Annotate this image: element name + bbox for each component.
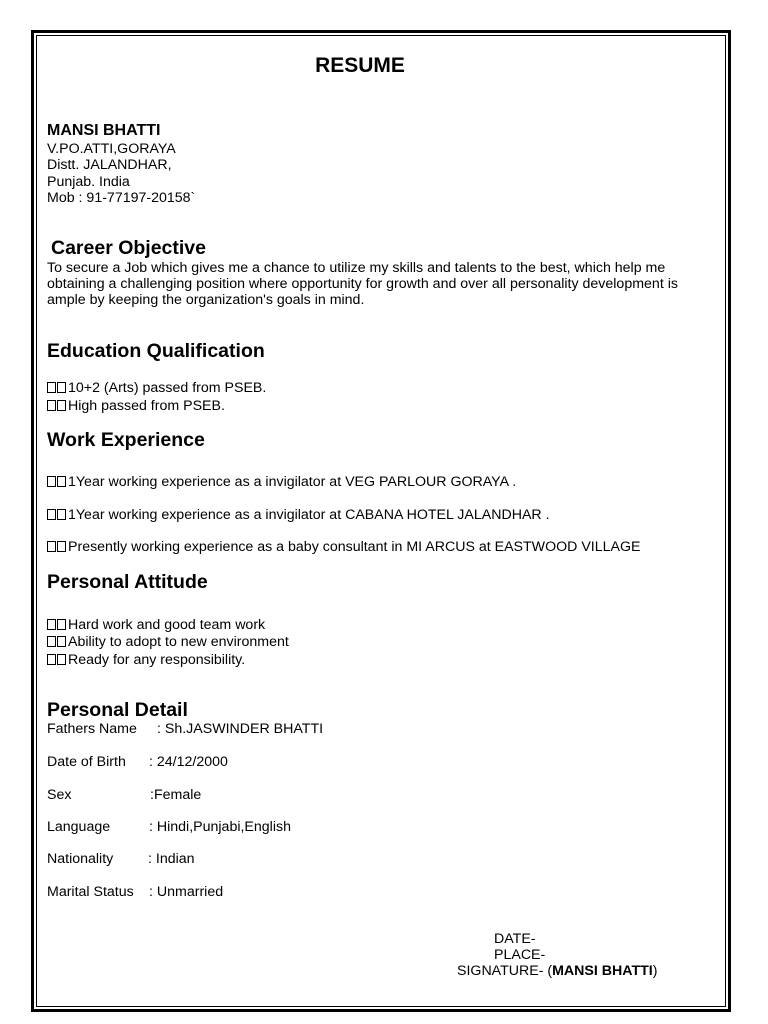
detail-value: : Sh.JASWINDER BHATTI	[157, 721, 324, 737]
education-item	[47, 380, 266, 396]
detail-row-date-of-birth	[47, 754, 228, 770]
bullet-icon	[57, 541, 66, 552]
detail-value: : Hindi,Punjabi,English	[149, 819, 291, 835]
footer-signature	[457, 963, 657, 979]
work-item-text: 1Year working experience as a invigilator at CABANA HOTEL JALANDHAR .	[68, 507, 550, 523]
personal-attitude-heading: Personal Attitude	[47, 571, 208, 593]
bullet-icon	[57, 509, 66, 520]
bullet-icon	[57, 636, 66, 647]
education-item	[47, 398, 225, 414]
detail-row-fathers-name	[47, 721, 323, 737]
bullet-icon	[47, 400, 56, 411]
detail-row-language	[47, 819, 291, 835]
work-item-text: 1Year working experience as a invigilator at VEG PARLOUR GORAYA .	[68, 474, 517, 490]
bullet-icon	[47, 382, 56, 393]
work-item	[47, 539, 640, 555]
detail-row-nationality	[47, 851, 195, 867]
detail-label: Nationality	[47, 851, 114, 867]
detail-value: : Unmarried	[149, 884, 224, 900]
work-experience-heading: Work Experience	[47, 429, 205, 451]
work-item-text: Presently working experience as a baby consultant in MI ARCUS at EASTWOOD VILLAGE	[68, 539, 641, 555]
attitude-item	[47, 617, 265, 633]
bullet-icon	[57, 400, 66, 411]
education-item-text: 10+2 (Arts) passed from PSEB.	[68, 380, 267, 396]
attitude-item	[47, 652, 245, 668]
footer-place: PLACE-	[494, 947, 546, 963]
bullet-icon	[47, 619, 56, 630]
detail-label: Date of Birth	[47, 754, 126, 770]
signature-prefix: SIGNATURE- (	[457, 963, 553, 979]
bullet-icon	[47, 654, 56, 665]
attitude-item-text: Ready for any responsibility.	[68, 652, 246, 668]
attitude-item-text: Ability to adopt to new environment	[68, 634, 289, 650]
resume-title: RESUME	[315, 54, 405, 77]
detail-value: :Female	[150, 787, 202, 803]
signature-name: MANSI BHATTI	[552, 963, 653, 979]
education-heading: Education Qualification	[47, 340, 265, 362]
detail-row-marital-status	[47, 884, 223, 900]
bullet-icon	[57, 476, 66, 487]
bullet-icon	[57, 619, 66, 630]
footer-date: DATE-	[494, 931, 536, 947]
attitude-item-text: Hard work and good team work	[68, 617, 266, 633]
detail-label: Sex	[47, 787, 72, 803]
bullet-icon	[57, 382, 66, 393]
address-line-3: Punjab. India	[47, 174, 130, 190]
detail-label: Marital Status	[47, 884, 134, 900]
detail-value: : 24/12/2000	[149, 754, 228, 770]
work-item	[47, 507, 550, 523]
mobile-number: Mob : 91-77197-20158`	[47, 190, 196, 206]
candidate-name: MANSI BHATTI	[47, 122, 161, 139]
career-objective-heading: Career Objective	[51, 237, 207, 259]
address-line-2: Distt. JALANDHAR,	[47, 157, 172, 173]
work-item	[47, 474, 516, 490]
bullet-icon	[47, 541, 56, 552]
address-line-1: V.PO.ATTI,GORAYA	[47, 141, 176, 157]
education-item-text: High passed from PSEB.	[68, 398, 225, 414]
bullet-icon	[47, 636, 56, 647]
bullet-icon	[47, 509, 56, 520]
detail-label: Language	[47, 819, 111, 835]
bullet-icon	[47, 476, 56, 487]
attitude-item	[47, 634, 289, 650]
detail-label: Fathers Name	[47, 721, 137, 737]
career-objective-text: To secure a Job which gives me a chance to utilize my skills and talents to the best, which help me obtaining a challenging position where opportunity for growth and over all personality development is ample by keeping the organization's goals in mind.	[47, 260, 678, 309]
signature-suffix: )	[652, 963, 658, 979]
personal-detail-heading: Personal Detail	[47, 699, 188, 721]
detail-value: : Indian	[148, 851, 195, 867]
detail-row-sex	[47, 787, 201, 803]
bullet-icon	[57, 654, 66, 665]
